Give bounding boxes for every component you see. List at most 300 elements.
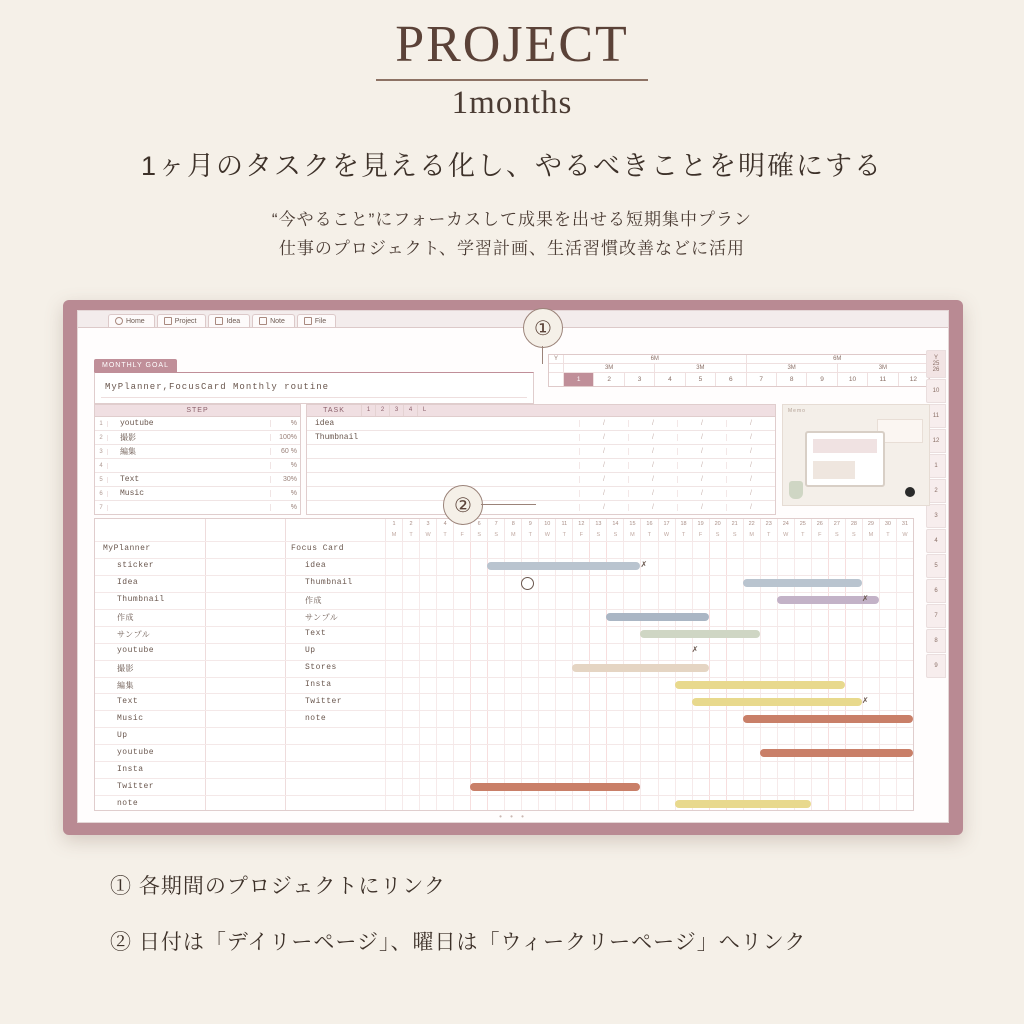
quarter-2[interactable]: 3M — [655, 364, 746, 372]
gantt-gridline — [385, 541, 386, 810]
table-row[interactable] — [307, 487, 775, 501]
rail-month-11[interactable]: 11 — [926, 404, 946, 428]
rail-month-6[interactable]: 6 — [926, 579, 946, 603]
gantt-gridline — [555, 541, 556, 810]
gantt-gridline — [436, 541, 437, 810]
gantt-day-20[interactable]: 20 — [709, 519, 726, 530]
gantt-dow-12[interactable]: F — [572, 530, 589, 541]
gantt-day-24[interactable]: 24 — [777, 519, 794, 530]
gantt-gridline — [879, 541, 880, 810]
step-index: 6 — [95, 491, 108, 497]
step-name[interactable]: Music — [120, 489, 145, 498]
gantt-dow-7[interactable]: S — [487, 530, 504, 541]
gantt-bar[interactable] — [572, 664, 708, 672]
step-name[interactable]: Text — [120, 475, 140, 484]
table-row[interactable] — [307, 431, 775, 445]
page-subtitle: 1months — [451, 84, 573, 121]
callout-two-leader — [481, 504, 536, 505]
gantt-row-line — [95, 795, 913, 796]
tablet-mockup — [63, 300, 963, 835]
rail-month-9[interactable]: 9 — [926, 654, 946, 678]
task-slash: / — [579, 420, 628, 427]
step-table — [94, 404, 301, 515]
gantt-day-21[interactable]: 21 — [726, 519, 743, 530]
note-line-1: ① 各期間のプロジェクトにリンク — [110, 875, 446, 898]
month-10[interactable]: 10 — [838, 373, 868, 386]
month-selector[interactable] — [548, 354, 930, 387]
gantt-dow-5[interactable]: F — [453, 530, 470, 541]
gantt-day-23[interactable]: 23 — [760, 519, 777, 530]
table-row[interactable] — [307, 459, 775, 473]
gantt-dow-13[interactable]: S — [589, 530, 606, 541]
gantt-right-label[interactable]: Text — [305, 629, 327, 639]
gantt-row-line — [95, 626, 913, 627]
gantt-row-line — [95, 710, 913, 711]
rail-year-26: 26 — [932, 367, 940, 374]
gantt-day-1[interactable]: 1 — [385, 519, 402, 530]
gantt-left-label[interactable]: 撮影 — [117, 665, 134, 675]
tab-project-label: Project — [174, 317, 197, 325]
task-slash: / — [677, 462, 726, 469]
gantt-right-label[interactable]: Focus Card — [291, 544, 345, 554]
gantt-day-7[interactable]: 7 — [487, 519, 504, 530]
gantt-right-label[interactable]: Stores — [305, 663, 337, 673]
monthly-goal-label: MONTHLY GOAL — [94, 359, 177, 372]
gantt-chart[interactable] — [94, 518, 914, 811]
gantt-dow-17[interactable]: W — [658, 530, 675, 541]
step-index: 3 — [95, 449, 108, 455]
gantt-gridline — [658, 541, 659, 810]
step-pct[interactable]: % — [270, 462, 300, 469]
gantt-left-label[interactable]: Up — [117, 730, 128, 740]
gantt-right-label[interactable]: Up — [305, 646, 316, 656]
gantt-dow-20[interactable]: S — [709, 530, 726, 541]
gantt-gridline — [504, 541, 505, 810]
task-slash: / — [628, 504, 677, 511]
gantt-left-label[interactable]: 編集 — [117, 681, 134, 691]
tab-project[interactable] — [157, 314, 207, 327]
month-8[interactable]: 8 — [777, 373, 807, 386]
gantt-dow-21[interactable]: S — [726, 530, 743, 541]
quarter-3[interactable]: 3M — [747, 364, 838, 372]
gantt-row-line — [95, 761, 913, 762]
quarter-spacer — [549, 364, 564, 372]
step-index: 7 — [95, 505, 108, 511]
gantt-gridline — [402, 541, 403, 810]
table-row[interactable] — [95, 473, 300, 487]
gantt-gridline — [623, 541, 624, 810]
step-pct[interactable]: % — [270, 420, 300, 427]
gantt-dow-15[interactable]: M — [623, 530, 640, 541]
note-icon — [259, 317, 267, 325]
gantt-left-label[interactable]: Insta — [117, 764, 144, 774]
task-col-4: 4 — [403, 405, 417, 416]
gantt-day-11[interactable]: 11 — [555, 519, 572, 530]
task-slash: / — [726, 448, 775, 455]
gantt-day-15[interactable]: 15 — [623, 519, 640, 530]
task-slash: / — [677, 504, 726, 511]
step-index: 1 — [95, 421, 108, 427]
rail-month-5[interactable]: 5 — [926, 554, 946, 578]
gantt-bar[interactable] — [487, 562, 640, 570]
step-name[interactable]: youtube — [120, 419, 154, 428]
gantt-row-line — [95, 575, 913, 576]
gantt-dow-30[interactable]: T — [879, 530, 896, 541]
gantt-gridline — [589, 541, 590, 810]
tablet-screen — [77, 310, 949, 823]
step-index: 2 — [95, 435, 108, 441]
gantt-day-22[interactable]: 22 — [743, 519, 760, 530]
gantt-right-label[interactable]: Twitter — [305, 696, 343, 706]
table-row[interactable] — [95, 501, 300, 514]
month-4[interactable]: 4 — [655, 373, 685, 386]
rail-month-12[interactable]: 12 — [926, 429, 946, 453]
tablet-photo-icon — [805, 431, 885, 487]
gantt-dow-6[interactable]: S — [470, 530, 487, 541]
month-1[interactable]: 1 — [564, 373, 594, 386]
page-header — [0, 0, 1024, 264]
gantt-gridline — [470, 541, 471, 810]
gantt-day-27[interactable]: 27 — [828, 519, 845, 530]
rail-month-1[interactable]: 1 — [926, 454, 946, 478]
lead-text: 1ヶ月のタスクを見える化し、やるべきことを明確にする — [140, 150, 883, 181]
gantt-marker[interactable]: ✗ — [691, 645, 699, 655]
step-pct[interactable]: 30% — [270, 476, 300, 483]
gantt-day-9[interactable]: 9 — [521, 519, 538, 530]
step-index: 5 — [95, 477, 108, 483]
gantt-gridline — [692, 541, 693, 810]
tab-idea-label: Idea — [226, 317, 241, 325]
bulb-icon — [215, 317, 223, 325]
gantt-bar[interactable] — [606, 613, 708, 621]
gantt-day-3[interactable]: 3 — [419, 519, 436, 530]
step-name[interactable]: 撮影 — [120, 434, 136, 443]
quarter-4[interactable]: 3M — [838, 364, 929, 372]
gantt-gridline — [896, 541, 897, 810]
gantt-row-line — [95, 592, 913, 593]
gantt-left-label[interactable]: Idea — [117, 578, 139, 588]
photo-caption: Memo — [788, 408, 806, 414]
gantt-left-label[interactable]: Music — [117, 713, 144, 723]
gantt-row-line — [95, 727, 913, 728]
gantt-dow-8[interactable]: M — [504, 530, 521, 541]
rail-month-2[interactable]: 2 — [926, 479, 946, 503]
gantt-gridline — [487, 541, 488, 810]
task-slash: / — [726, 420, 775, 427]
task-col-l: L — [417, 405, 431, 416]
photo-card[interactable] — [782, 404, 930, 506]
file-icon — [304, 317, 312, 325]
object-dot — [905, 487, 915, 497]
gantt-row-line — [95, 660, 913, 661]
gantt-dow-4[interactable]: T — [436, 530, 453, 541]
rail-month-7[interactable]: 7 — [926, 604, 946, 628]
gantt-dow-29[interactable]: M — [862, 530, 879, 541]
rail-month-8[interactable]: 8 — [926, 629, 946, 653]
task-slash: / — [677, 476, 726, 483]
page-dots: • • • — [499, 812, 527, 821]
task-slash: / — [677, 448, 726, 455]
tab-idea[interactable] — [208, 314, 250, 327]
month-11[interactable]: 11 — [868, 373, 898, 386]
task-slash: / — [628, 476, 677, 483]
rail-month-10[interactable]: 10 — [926, 379, 946, 403]
month-5[interactable]: 5 — [686, 373, 716, 386]
gantt-gridline — [709, 541, 710, 810]
gantt-row-line — [95, 677, 913, 678]
task-col-2: 2 — [375, 405, 389, 416]
gantt-right-label[interactable]: サンプル — [305, 614, 339, 624]
gantt-left-label[interactable]: Thumbnail — [117, 595, 165, 605]
gantt-day-30[interactable]: 30 — [879, 519, 896, 530]
tab-home-label: Home — [126, 317, 145, 325]
footer-notes — [110, 870, 930, 982]
month-2[interactable]: 2 — [594, 373, 624, 386]
gantt-left-label[interactable]: 作成 — [117, 614, 134, 624]
gantt-day-25[interactable]: 25 — [794, 519, 811, 530]
monthly-goal-input[interactable] — [94, 372, 534, 404]
gantt-gridline — [606, 541, 607, 810]
half-1[interactable]: 6M — [564, 355, 747, 363]
gantt-day-12[interactable]: 12 — [572, 519, 589, 530]
goal-underline — [101, 397, 527, 398]
gantt-bar[interactable] — [743, 579, 862, 587]
gantt-left-label[interactable]: MyPlanner — [103, 544, 151, 554]
task-slash: / — [677, 420, 726, 427]
task-table — [306, 404, 776, 515]
note-line-2: ② 日付は「デイリーページ」、曜日は「ウィークリーページ」へリンク — [110, 931, 807, 954]
gantt-right-label[interactable]: Thumbnail — [305, 578, 353, 588]
description-line-1: “今やること”にフォーカスして成果を出せる短期集中プラン — [271, 209, 753, 229]
gantt-right-label[interactable]: 作成 — [305, 597, 322, 607]
gantt-dow-22[interactable]: M — [743, 530, 760, 541]
gantt-day-18[interactable]: 18 — [675, 519, 692, 530]
monthly-goal-value: MyPlanner,FocusCard Monthly routine — [105, 382, 330, 392]
gantt-left-label[interactable]: youtube — [117, 646, 155, 656]
gantt-day-29[interactable]: 29 — [862, 519, 879, 530]
home-icon — [115, 317, 123, 325]
gantt-marker[interactable] — [521, 577, 534, 590]
step-index: 4 — [95, 463, 108, 469]
table-row[interactable] — [95, 487, 300, 501]
month-6[interactable]: 6 — [716, 373, 746, 386]
table-row[interactable] — [95, 445, 300, 459]
gantt-dow-16[interactable]: T — [640, 530, 657, 541]
gantt-dow-2[interactable]: T — [402, 530, 419, 541]
task-name[interactable]: Thumbnail — [315, 433, 359, 442]
gantt-dow-1[interactable]: M — [385, 530, 402, 541]
gantt-dow-31[interactable]: W — [896, 530, 913, 541]
gantt-gridline — [640, 541, 641, 810]
gantt-day-14[interactable]: 14 — [606, 519, 623, 530]
gantt-row-line — [95, 693, 913, 694]
task-slash: / — [579, 504, 628, 511]
task-slash: / — [628, 448, 677, 455]
callout-one: ① — [523, 308, 563, 348]
task-slash: / — [579, 448, 628, 455]
gantt-dow-18[interactable]: T — [675, 530, 692, 541]
table-row[interactable] — [95, 459, 300, 473]
gantt-dow-19[interactable]: F — [692, 530, 709, 541]
gantt-marker[interactable]: ✗ — [861, 594, 869, 604]
gantt-gridline — [675, 541, 676, 810]
gantt-day-2[interactable]: 2 — [402, 519, 419, 530]
gantt-row-line — [95, 558, 913, 559]
task-slash: / — [579, 490, 628, 497]
gantt-left-label[interactable]: youtube — [117, 747, 155, 757]
month-3[interactable]: 3 — [625, 373, 655, 386]
quarter-1[interactable]: 3M — [564, 364, 655, 372]
plant-icon — [789, 481, 803, 499]
gantt-right-label[interactable]: note — [305, 713, 327, 723]
step-pct[interactable]: % — [270, 490, 300, 497]
tab-file[interactable] — [297, 314, 336, 327]
task-slash: / — [579, 476, 628, 483]
gantt-dow-11[interactable]: T — [555, 530, 572, 541]
month-12[interactable]: 12 — [899, 373, 929, 386]
refresh-icon — [164, 317, 172, 325]
callout-one-leader — [542, 346, 543, 364]
task-name[interactable]: idea — [315, 419, 335, 428]
tab-home[interactable] — [108, 314, 155, 327]
monthly-goal-block — [94, 354, 534, 404]
gantt-day-4[interactable]: 4 — [436, 519, 453, 530]
table-row[interactable] — [307, 445, 775, 459]
table-row[interactable] — [307, 417, 775, 431]
task-slash: / — [726, 434, 775, 441]
gantt-day-26[interactable]: 26 — [811, 519, 828, 530]
description-line-2: 仕事のプロジェクト、学習計画、生活習慣改善などに活用 — [278, 239, 746, 259]
task-slash: / — [677, 490, 726, 497]
step-pct[interactable]: % — [270, 504, 300, 511]
gantt-dow-3[interactable]: W — [419, 530, 436, 541]
gantt-dow-27[interactable]: S — [828, 530, 845, 541]
task-slash: / — [628, 462, 677, 469]
month-spacer — [549, 373, 564, 386]
gantt-bar[interactable] — [640, 630, 759, 638]
gantt-day-area — [385, 519, 913, 810]
gantt-row-line — [95, 778, 913, 779]
gantt-right-label[interactable]: Insta — [305, 679, 332, 689]
gantt-dow-9[interactable]: T — [521, 530, 538, 541]
task-slash: / — [677, 434, 726, 441]
table-row[interactable] — [95, 431, 300, 445]
step-pct[interactable]: 100% — [270, 434, 300, 441]
gantt-row-line — [95, 609, 913, 610]
gantt-row-line — [95, 643, 913, 644]
gantt-marker[interactable]: ✗ — [861, 695, 869, 705]
rail-month-4[interactable]: 4 — [926, 529, 946, 553]
gantt-dow-28[interactable]: S — [845, 530, 862, 541]
month-rail[interactable] — [926, 350, 946, 678]
rail-year-25: 25 — [932, 360, 940, 367]
gantt-bar[interactable] — [470, 783, 640, 791]
task-table-header: TASK — [323, 407, 345, 414]
gantt-dow-26[interactable]: F — [811, 530, 828, 541]
title-underline — [376, 79, 648, 81]
task-col-1: 1 — [361, 405, 375, 416]
task-slash: / — [726, 462, 775, 469]
task-slash: / — [628, 490, 677, 497]
month-7[interactable]: 7 — [747, 373, 777, 386]
gantt-dow-10[interactable]: W — [538, 530, 555, 541]
gantt-marker[interactable]: ✗ — [640, 560, 648, 570]
task-slash: / — [726, 504, 775, 511]
table-row[interactable] — [307, 501, 775, 514]
gantt-left-label[interactable]: Twitter — [117, 781, 155, 791]
gantt-dow-24[interactable]: W — [777, 530, 794, 541]
year-label: Y — [549, 355, 564, 363]
gantt-left-label[interactable]: note — [117, 798, 139, 808]
gantt-bar[interactable] — [692, 698, 862, 706]
tablet-frame — [63, 300, 963, 835]
gantt-row-line — [95, 541, 913, 542]
gantt-bar[interactable] — [760, 749, 913, 757]
gantt-gridline — [419, 541, 420, 810]
task-col-3: 3 — [389, 405, 403, 416]
gantt-left-label[interactable]: Text — [117, 696, 139, 706]
step-pct[interactable]: 60 % — [270, 448, 300, 455]
gantt-left-label[interactable]: sticker — [117, 561, 155, 571]
gantt-dow-25[interactable]: T — [794, 530, 811, 541]
gantt-gridline — [862, 541, 863, 810]
table-row[interactable] — [95, 417, 300, 431]
task-slash: / — [726, 476, 775, 483]
gantt-gridline — [453, 541, 454, 810]
gantt-gridline — [538, 541, 539, 810]
rail-year[interactable] — [926, 350, 946, 378]
gantt-day-17[interactable]: 17 — [658, 519, 675, 530]
planner-page — [78, 328, 948, 823]
tab-note[interactable] — [252, 314, 295, 327]
task-slash: / — [579, 434, 628, 441]
gantt-col-mid — [205, 519, 286, 810]
gantt-bar[interactable] — [743, 715, 913, 723]
task-slash: / — [726, 490, 775, 497]
tab-bar[interactable] — [78, 311, 948, 328]
gantt-left-label[interactable]: サンプル — [117, 631, 151, 641]
gantt-day-10[interactable]: 10 — [538, 519, 555, 530]
rail-year-y: Y — [933, 354, 938, 361]
gantt-day-6[interactable]: 6 — [470, 519, 487, 530]
gantt-dow-23[interactable]: T — [760, 530, 777, 541]
gantt-day-16[interactable]: 16 — [640, 519, 657, 530]
gantt-row-line — [95, 744, 913, 745]
gantt-day-28[interactable]: 28 — [845, 519, 862, 530]
step-table-header: STEP — [95, 405, 300, 417]
gantt-day-19[interactable]: 19 — [692, 519, 709, 530]
page-title: PROJECT — [395, 16, 629, 73]
gantt-day-8[interactable]: 8 — [504, 519, 521, 530]
task-slash: / — [579, 462, 628, 469]
table-row[interactable] — [307, 473, 775, 487]
tab-file-label: File — [314, 317, 327, 325]
task-slash: / — [628, 420, 677, 427]
half-2[interactable]: 6M — [747, 355, 930, 363]
rail-month-3[interactable]: 3 — [926, 504, 946, 528]
gantt-day-13[interactable]: 13 — [589, 519, 606, 530]
month-9[interactable]: 9 — [807, 373, 837, 386]
gantt-right-label[interactable]: idea — [305, 561, 327, 571]
gantt-day-31[interactable]: 31 — [896, 519, 913, 530]
callout-two: ② — [443, 485, 483, 525]
gantt-gridline — [726, 541, 727, 810]
gantt-bar[interactable] — [675, 681, 845, 689]
tab-note-label: Note — [270, 317, 285, 325]
gantt-bar[interactable] — [675, 800, 811, 808]
gantt-dow-14[interactable]: S — [606, 530, 623, 541]
step-name[interactable]: 編集 — [120, 448, 136, 457]
